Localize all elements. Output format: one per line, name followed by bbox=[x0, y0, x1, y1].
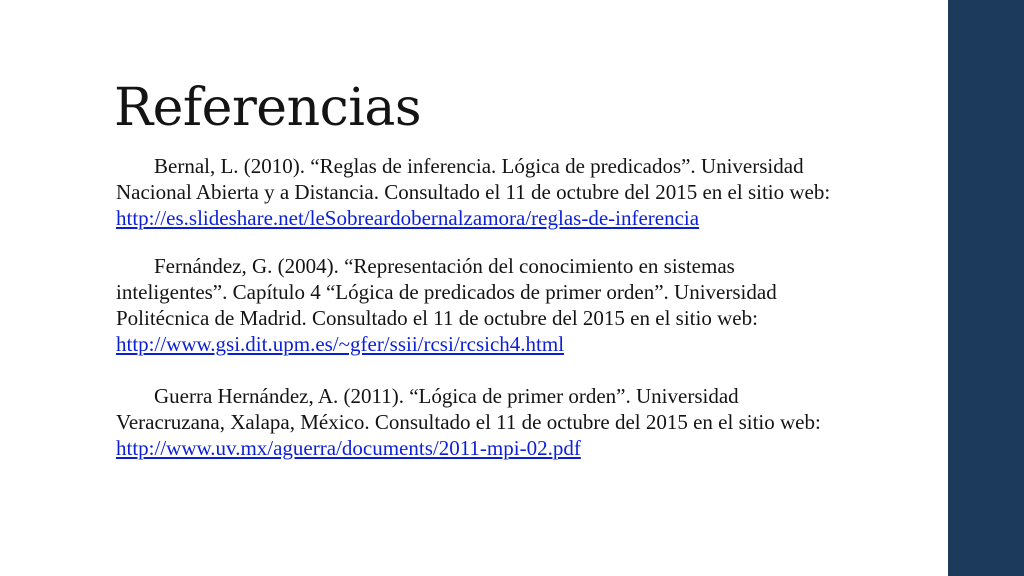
accent-side-bar bbox=[948, 0, 1024, 576]
reference-item-bernal bbox=[116, 153, 836, 231]
reference-text: Fernández, G. (2004). “Representación del conocimiento en sistemas inteligentes”. Capítulo 4 “Lógica de predicados de primer orden”. Universidad Politécnica de Madrid. Consultado el 11 de octubre del 2015 en el sitio web: bbox=[116, 254, 777, 330]
reference-link[interactable]: http://es.slideshare.net/leSobreardobernalzamora/reglas-de-inferencia bbox=[116, 206, 700, 230]
reference-link[interactable]: http://www.gsi.dit.upm.es/~gfer/ssii/rcsi/rcsich4.html bbox=[116, 332, 565, 356]
references-list bbox=[116, 153, 836, 461]
reference-text: Guerra Hernández, A. (2011). “Lógica de primer orden”. Universidad Veracruzana, Xalapa, México. Consultado el 11 de octubre del 2015 en el sitio web: bbox=[116, 384, 821, 434]
reference-link[interactable]: http://www.uv.mx/aguerra/documents/2011-mpi-02.pdf bbox=[116, 436, 581, 460]
slide-title: Referencias bbox=[114, 78, 422, 138]
reference-item-guerra bbox=[116, 383, 836, 461]
reference-text: Bernal, L. (2010). “Reglas de inferencia. Lógica de predicados”. Universidad Nacional Abierta y a Distancia. Consultado el 11 de octubre del 2015 en el sitio web: bbox=[116, 154, 831, 204]
reference-item-fernandez bbox=[116, 253, 836, 357]
